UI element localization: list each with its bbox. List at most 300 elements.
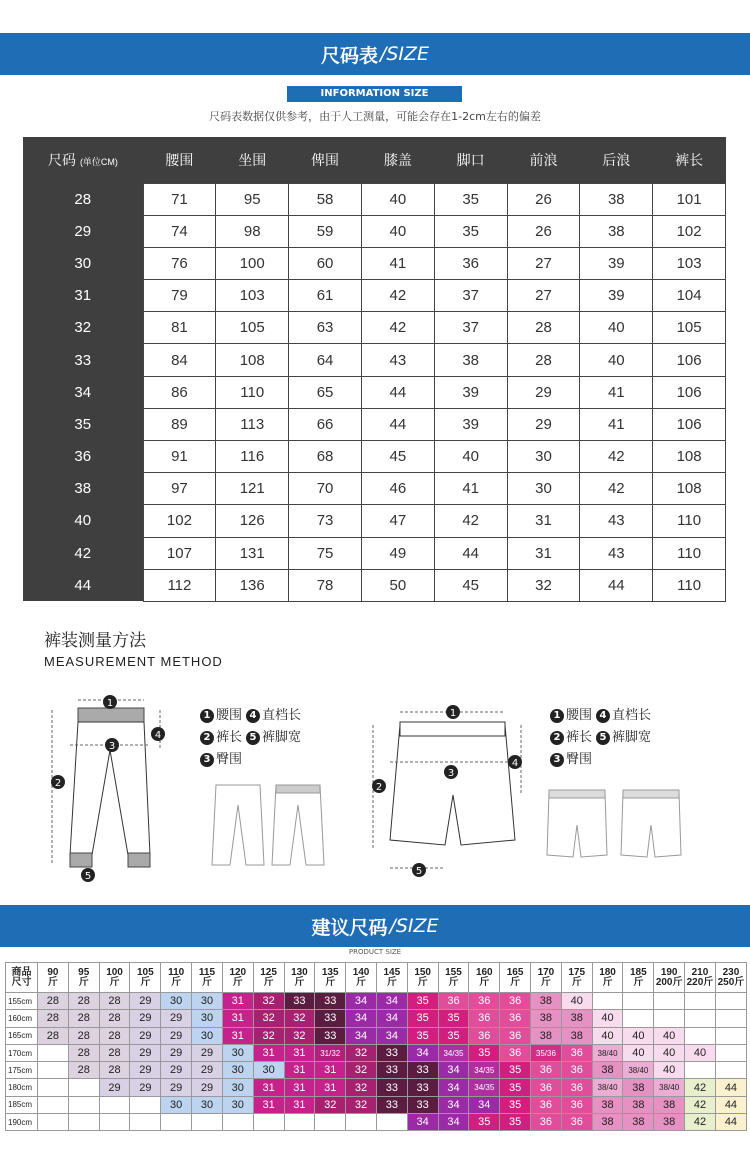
rec-cell: 33 bbox=[407, 1079, 438, 1096]
table-cell: 43 bbox=[361, 344, 434, 376]
rec-cell: 34 bbox=[438, 1062, 469, 1079]
size-table bbox=[23, 137, 726, 602]
table-cell: 84 bbox=[143, 344, 216, 376]
rec-weight-header: 150 斤 bbox=[407, 963, 438, 993]
table-cell: 49 bbox=[361, 537, 434, 569]
table-cell: 38 bbox=[580, 183, 653, 215]
rec-cell: 31 bbox=[222, 1027, 253, 1044]
rec-cell: 32 bbox=[253, 1027, 284, 1044]
table-row bbox=[23, 505, 726, 537]
rec-height: 155cm bbox=[6, 993, 38, 1010]
table-cell: 121 bbox=[216, 473, 289, 505]
table-cell: 31 bbox=[507, 537, 580, 569]
table-cell: 108 bbox=[653, 473, 726, 505]
table-cell: 89 bbox=[143, 408, 216, 440]
rec-cell: 36 bbox=[531, 1114, 562, 1131]
rec-cell: 32 bbox=[284, 1010, 315, 1027]
table-cell: 43 bbox=[580, 537, 653, 569]
rec-cell bbox=[623, 1010, 654, 1027]
table-cell: 27 bbox=[507, 280, 580, 312]
table-cell: 86 bbox=[143, 376, 216, 408]
rec-cell: 36 bbox=[500, 1027, 531, 1044]
rec-cell: 30 bbox=[222, 1079, 253, 1096]
row-size: 29 bbox=[23, 215, 143, 247]
rec-cell bbox=[222, 1114, 253, 1131]
rec-cell: 28 bbox=[38, 1010, 69, 1027]
rec-cell: 28 bbox=[68, 1010, 99, 1027]
rec-cell: 34/35 bbox=[469, 1062, 500, 1079]
table-cell: 61 bbox=[289, 280, 362, 312]
table-cell: 108 bbox=[653, 441, 726, 473]
rec-cell: 33 bbox=[376, 1044, 407, 1061]
rec-cell: 36 bbox=[561, 1062, 592, 1079]
information-size-label: INFORMATION SIZE bbox=[287, 86, 462, 102]
banner2-title-cn: 建议尺码 bbox=[311, 916, 388, 939]
rec-cell: 36 bbox=[561, 1079, 592, 1096]
rec-cell: 32 bbox=[253, 993, 284, 1010]
table-cell: 50 bbox=[361, 569, 434, 601]
rec-cell: 38 bbox=[623, 1096, 654, 1113]
table-cell: 103 bbox=[216, 280, 289, 312]
rec-cell: 28 bbox=[99, 1044, 130, 1061]
rec-cell: 35 bbox=[469, 1044, 500, 1061]
rec-cell bbox=[376, 1114, 407, 1131]
row-size: 42 bbox=[23, 537, 143, 569]
rec-cell: 34/35 bbox=[438, 1044, 469, 1061]
table-row bbox=[23, 569, 726, 601]
col-header: 膝盖 bbox=[361, 137, 434, 183]
rec-cell: 36 bbox=[561, 1114, 592, 1131]
table-cell: 76 bbox=[143, 247, 216, 279]
rec-cell: 30 bbox=[192, 1010, 223, 1027]
svg-text:3: 3 bbox=[108, 741, 116, 752]
rec-height: 180cm bbox=[6, 1079, 38, 1096]
table-cell: 45 bbox=[361, 441, 434, 473]
rec-cell: 36 bbox=[438, 993, 469, 1010]
table-cell: 40 bbox=[580, 312, 653, 344]
rec-cell: 40 bbox=[654, 1044, 685, 1061]
rec-cell: 40 bbox=[685, 1044, 716, 1061]
table-cell: 27 bbox=[507, 247, 580, 279]
table-row bbox=[23, 537, 726, 569]
rec-cell: 38 bbox=[592, 1062, 623, 1079]
rec-cell: 28 bbox=[38, 993, 69, 1010]
table-cell: 35 bbox=[434, 215, 507, 247]
rec-cell bbox=[38, 1062, 69, 1079]
svg-text:3: 3 bbox=[447, 768, 455, 779]
table-cell: 74 bbox=[143, 215, 216, 247]
rec-cell: 38 bbox=[654, 1096, 685, 1113]
rec-cell: 29 bbox=[192, 1044, 223, 1061]
rec-cell: 32 bbox=[346, 1062, 377, 1079]
table-cell: 110 bbox=[216, 376, 289, 408]
table-cell: 26 bbox=[507, 215, 580, 247]
rec-cell: 35 bbox=[500, 1114, 531, 1131]
rec-cell bbox=[161, 1114, 192, 1131]
row-size: 32 bbox=[23, 312, 143, 344]
rec-cell: 31/32 bbox=[315, 1044, 346, 1061]
table-cell: 71 bbox=[143, 183, 216, 215]
rec-cell: 38 bbox=[623, 1079, 654, 1096]
table-row bbox=[6, 1044, 747, 1061]
rec-cell: 38/40 bbox=[592, 1044, 623, 1061]
row-size: 34 bbox=[23, 376, 143, 408]
table-cell: 37 bbox=[434, 280, 507, 312]
rec-cell: 29 bbox=[130, 1010, 161, 1027]
table-cell: 60 bbox=[289, 247, 362, 279]
table-cell: 81 bbox=[143, 312, 216, 344]
rec-cell bbox=[68, 1079, 99, 1096]
rec-cell: 34/35 bbox=[469, 1079, 500, 1096]
rec-cell: 32 bbox=[315, 1096, 346, 1113]
rec-cell: 32 bbox=[346, 1096, 377, 1113]
pants-thumbnails bbox=[210, 780, 330, 870]
rec-cell: 38/40 bbox=[623, 1062, 654, 1079]
rec-cell: 29 bbox=[130, 1062, 161, 1079]
table-cell: 39 bbox=[580, 280, 653, 312]
rec-cell: 38 bbox=[561, 1010, 592, 1027]
rec-cell bbox=[623, 993, 654, 1010]
col-header: 腰围 bbox=[143, 137, 216, 183]
table-cell: 28 bbox=[507, 344, 580, 376]
rec-cell bbox=[715, 1027, 746, 1044]
table-cell: 105 bbox=[653, 312, 726, 344]
rec-cell bbox=[192, 1114, 223, 1131]
rec-cell: 30 bbox=[222, 1044, 253, 1061]
rec-cell: 35/36 bbox=[531, 1044, 562, 1061]
rec-cell: 40 bbox=[592, 1010, 623, 1027]
rec-cell: 33 bbox=[284, 993, 315, 1010]
table-cell: 42 bbox=[434, 505, 507, 537]
table-cell: 42 bbox=[580, 441, 653, 473]
rec-cell: 28 bbox=[68, 993, 99, 1010]
table-cell: 40 bbox=[580, 344, 653, 376]
rec-cell: 30 bbox=[192, 1096, 223, 1113]
rec-cell: 35 bbox=[500, 1096, 531, 1113]
shorts-diagram bbox=[365, 700, 535, 880]
table-cell: 30 bbox=[507, 473, 580, 505]
rec-height: 190cm bbox=[6, 1114, 38, 1131]
table-cell: 75 bbox=[289, 537, 362, 569]
rec-cell bbox=[654, 1010, 685, 1027]
rec-cell: 40 bbox=[561, 993, 592, 1010]
rec-cell: 38/40 bbox=[592, 1079, 623, 1096]
rec-cell: 36 bbox=[469, 1010, 500, 1027]
rec-cell: 36 bbox=[531, 1079, 562, 1096]
rec-cell: 35 bbox=[469, 1114, 500, 1131]
table-cell: 70 bbox=[289, 473, 362, 505]
table-cell: 26 bbox=[507, 183, 580, 215]
rec-cell: 34 bbox=[438, 1096, 469, 1113]
rec-cell: 38 bbox=[531, 1010, 562, 1027]
rec-cell: 38 bbox=[531, 993, 562, 1010]
recommend-size-banner bbox=[0, 905, 750, 947]
rec-cell: 31 bbox=[315, 1062, 346, 1079]
table-row bbox=[23, 215, 726, 247]
svg-text:1: 1 bbox=[449, 708, 457, 719]
rec-cell: 33 bbox=[315, 1027, 346, 1044]
banner-title-en: /SIZE bbox=[379, 43, 430, 65]
table-cell: 38 bbox=[580, 215, 653, 247]
table-cell: 106 bbox=[653, 376, 726, 408]
rec-cell: 34 bbox=[438, 1114, 469, 1131]
rec-cell: 36 bbox=[469, 1027, 500, 1044]
table-row bbox=[23, 441, 726, 473]
table-row bbox=[23, 183, 726, 215]
rec-cell: 44 bbox=[715, 1096, 746, 1113]
col-header: 后浪 bbox=[580, 137, 653, 183]
table-cell: 95 bbox=[216, 183, 289, 215]
table-cell: 66 bbox=[289, 408, 362, 440]
rec-cell: 35 bbox=[438, 1010, 469, 1027]
rec-cell bbox=[38, 1114, 69, 1131]
rec-cell: 38 bbox=[561, 1027, 592, 1044]
rec-cell: 42 bbox=[685, 1079, 716, 1096]
rec-cell: 28 bbox=[68, 1044, 99, 1061]
banner2-title-en: /SIZE bbox=[389, 915, 439, 937]
rec-cell: 29 bbox=[161, 1044, 192, 1061]
rec-cell: 29 bbox=[161, 1079, 192, 1096]
rec-weight-header: 145 斤 bbox=[376, 963, 407, 993]
table-row bbox=[23, 408, 726, 440]
size-chart-banner bbox=[0, 33, 750, 75]
rec-height: 185cm bbox=[6, 1096, 38, 1113]
rec-cell: 28 bbox=[38, 1027, 69, 1044]
rec-cell: 29 bbox=[130, 993, 161, 1010]
table-cell: 113 bbox=[216, 408, 289, 440]
rec-cell: 29 bbox=[161, 1062, 192, 1079]
rec-cell: 34 bbox=[407, 1044, 438, 1061]
rec-cell: 38 bbox=[623, 1114, 654, 1131]
rec-weight-header: 210 220斤 bbox=[685, 963, 716, 993]
rec-weight-header: 125 斤 bbox=[253, 963, 284, 993]
table-cell: 42 bbox=[361, 280, 434, 312]
table-cell: 31 bbox=[507, 505, 580, 537]
rec-cell: 28 bbox=[99, 1027, 130, 1044]
rec-cell: 33 bbox=[376, 1096, 407, 1113]
table-cell: 107 bbox=[143, 537, 216, 569]
method-title: 裤装测量方法 bbox=[44, 631, 146, 651]
col-header: 脚口 bbox=[434, 137, 507, 183]
table-cell: 44 bbox=[434, 537, 507, 569]
rec-cell bbox=[68, 1114, 99, 1131]
table-cell: 58 bbox=[289, 183, 362, 215]
row-size: 38 bbox=[23, 473, 143, 505]
product-size-label: PRODUCT SIZE bbox=[348, 948, 402, 956]
rec-cell: 38 bbox=[592, 1096, 623, 1113]
rec-cell bbox=[253, 1114, 284, 1131]
svg-text:4: 4 bbox=[154, 730, 162, 741]
row-size: 30 bbox=[23, 247, 143, 279]
rec-cell: 34 bbox=[407, 1114, 438, 1131]
table-cell: 47 bbox=[361, 505, 434, 537]
rec-cell: 34 bbox=[376, 1027, 407, 1044]
table-cell: 110 bbox=[653, 569, 726, 601]
table-cell: 29 bbox=[507, 376, 580, 408]
table-cell: 106 bbox=[653, 408, 726, 440]
rec-cell: 36 bbox=[500, 1044, 531, 1061]
rec-cell: 34 bbox=[346, 1010, 377, 1027]
rec-cell: 34 bbox=[346, 1027, 377, 1044]
row-size: 36 bbox=[23, 441, 143, 473]
rec-weight-header: 90 斤 bbox=[38, 963, 69, 993]
table-cell: 39 bbox=[580, 247, 653, 279]
rec-cell bbox=[685, 1010, 716, 1027]
rec-cell bbox=[346, 1114, 377, 1131]
table-row bbox=[6, 1062, 747, 1079]
table-cell: 108 bbox=[216, 344, 289, 376]
rec-height: 160cm bbox=[6, 1010, 38, 1027]
row-size: 33 bbox=[23, 344, 143, 376]
svg-text:2: 2 bbox=[375, 782, 383, 793]
svg-text:2: 2 bbox=[54, 778, 62, 789]
table-cell: 131 bbox=[216, 537, 289, 569]
rec-cell: 28 bbox=[68, 1027, 99, 1044]
rec-weight-header: 135 斤 bbox=[315, 963, 346, 993]
rec-cell: 29 bbox=[192, 1079, 223, 1096]
rec-cell: 33 bbox=[407, 1096, 438, 1113]
rec-cell bbox=[38, 1096, 69, 1113]
rec-cell: 32 bbox=[284, 1027, 315, 1044]
table-row bbox=[23, 344, 726, 376]
rec-cell: 29 bbox=[130, 1079, 161, 1096]
rec-cell: 31 bbox=[222, 993, 253, 1010]
table-cell: 110 bbox=[653, 505, 726, 537]
rec-cell: 30 bbox=[192, 1027, 223, 1044]
rec-cell bbox=[715, 1010, 746, 1027]
table-cell: 28 bbox=[507, 312, 580, 344]
table-cell: 46 bbox=[361, 473, 434, 505]
table-cell: 44 bbox=[580, 569, 653, 601]
rec-cell: 44 bbox=[715, 1079, 746, 1096]
rec-cell: 34 bbox=[376, 993, 407, 1010]
table-row bbox=[23, 312, 726, 344]
rec-cell bbox=[315, 1114, 346, 1131]
size-table-header bbox=[23, 137, 726, 183]
rec-cell: 34 bbox=[376, 1010, 407, 1027]
rec-cell: 38 bbox=[531, 1027, 562, 1044]
rec-cell bbox=[685, 1027, 716, 1044]
col-header: 裤长 bbox=[653, 137, 726, 183]
table-row bbox=[6, 1027, 747, 1044]
rec-cell: 36 bbox=[561, 1096, 592, 1113]
rec-weight-header: 175 斤 bbox=[561, 963, 592, 993]
table-cell: 79 bbox=[143, 280, 216, 312]
rec-weight-header: 230 250斤 bbox=[715, 963, 746, 993]
table-cell: 98 bbox=[216, 215, 289, 247]
svg-text:4: 4 bbox=[511, 758, 519, 769]
rec-weight-header: 190 200斤 bbox=[654, 963, 685, 993]
legend-long: 1 腰围 4 直档长 2 裤长 5 裤脚宽 3 臀围 bbox=[200, 704, 305, 770]
rec-cell: 38/40 bbox=[654, 1079, 685, 1096]
rec-weight-header: 105 斤 bbox=[130, 963, 161, 993]
rec-cell: 31 bbox=[315, 1079, 346, 1096]
rec-cell: 35 bbox=[407, 1027, 438, 1044]
rec-height: 170cm bbox=[6, 1044, 38, 1061]
rec-cell: 42 bbox=[685, 1096, 716, 1113]
table-row bbox=[6, 1114, 747, 1131]
rec-cell: 30 bbox=[222, 1062, 253, 1079]
table-row bbox=[23, 376, 726, 408]
rec-cell: 36 bbox=[500, 1010, 531, 1027]
rec-cell: 29 bbox=[161, 1027, 192, 1044]
rec-weight-header: 130 斤 bbox=[284, 963, 315, 993]
row-size: 31 bbox=[23, 280, 143, 312]
rec-cell: 33 bbox=[376, 1079, 407, 1096]
rec-cell: 34 bbox=[469, 1096, 500, 1113]
rec-weight-header: 165 斤 bbox=[500, 963, 531, 993]
col-header: 前浪 bbox=[507, 137, 580, 183]
table-cell: 106 bbox=[653, 344, 726, 376]
rec-cell: 35 bbox=[407, 1010, 438, 1027]
table-cell: 39 bbox=[434, 376, 507, 408]
table-cell: 110 bbox=[653, 537, 726, 569]
rec-weight-header: 155 斤 bbox=[438, 963, 469, 993]
size-note: 尺码表数据仅供参考，由于人工测量，可能会存在1-2cm左右的偏差 bbox=[209, 110, 541, 123]
rec-cell: 34 bbox=[346, 993, 377, 1010]
rec-weight-header: 170 斤 bbox=[531, 963, 562, 993]
table-cell: 68 bbox=[289, 441, 362, 473]
rec-weight-header: 115 斤 bbox=[192, 963, 223, 993]
rec-cell: 31 bbox=[284, 1044, 315, 1061]
rec-cell: 33 bbox=[315, 993, 346, 1010]
rec-cell: 28 bbox=[99, 1062, 130, 1079]
rec-cell bbox=[654, 993, 685, 1010]
rec-weight-header: 120 斤 bbox=[222, 963, 253, 993]
rec-cell: 32 bbox=[346, 1079, 377, 1096]
rec-cell: 31 bbox=[284, 1079, 315, 1096]
table-cell: 78 bbox=[289, 569, 362, 601]
table-cell: 64 bbox=[289, 344, 362, 376]
rec-cell bbox=[715, 1044, 746, 1061]
rec-cell: 36 bbox=[561, 1044, 592, 1061]
recommend-table bbox=[5, 962, 747, 1131]
rec-cell: 31 bbox=[253, 1044, 284, 1061]
rec-cell: 33 bbox=[376, 1062, 407, 1079]
rec-cell: 29 bbox=[161, 1010, 192, 1027]
rec-cell: 29 bbox=[99, 1079, 130, 1096]
rec-cell: 36 bbox=[469, 993, 500, 1010]
row-size: 35 bbox=[23, 408, 143, 440]
col-header: 俾围 bbox=[289, 137, 362, 183]
table-cell: 91 bbox=[143, 441, 216, 473]
method-subtitle: MEASUREMENT METHOD bbox=[44, 654, 223, 669]
table-cell: 41 bbox=[580, 376, 653, 408]
rec-cell bbox=[68, 1096, 99, 1113]
svg-text:5: 5 bbox=[415, 866, 423, 877]
rec-cell: 33 bbox=[407, 1062, 438, 1079]
rec-cell: 31 bbox=[222, 1010, 253, 1027]
table-cell: 41 bbox=[434, 473, 507, 505]
rec-cell: 34 bbox=[438, 1079, 469, 1096]
rec-weight-header: 110 斤 bbox=[161, 963, 192, 993]
table-cell: 63 bbox=[289, 312, 362, 344]
rec-cell: 30 bbox=[253, 1062, 284, 1079]
svg-text:5: 5 bbox=[84, 871, 92, 882]
rec-cell bbox=[284, 1114, 315, 1131]
table-cell: 39 bbox=[434, 408, 507, 440]
rec-cell bbox=[685, 993, 716, 1010]
size-corner: 尺码 (单位CM) bbox=[23, 137, 143, 183]
rec-cell: 31 bbox=[284, 1062, 315, 1079]
table-row bbox=[6, 993, 747, 1010]
rec-weight-header: 185 斤 bbox=[623, 963, 654, 993]
rec-cell bbox=[715, 993, 746, 1010]
rec-cell: 29 bbox=[192, 1062, 223, 1079]
rec-cell bbox=[130, 1114, 161, 1131]
table-row bbox=[6, 1079, 747, 1096]
rec-cell: 35 bbox=[438, 1027, 469, 1044]
